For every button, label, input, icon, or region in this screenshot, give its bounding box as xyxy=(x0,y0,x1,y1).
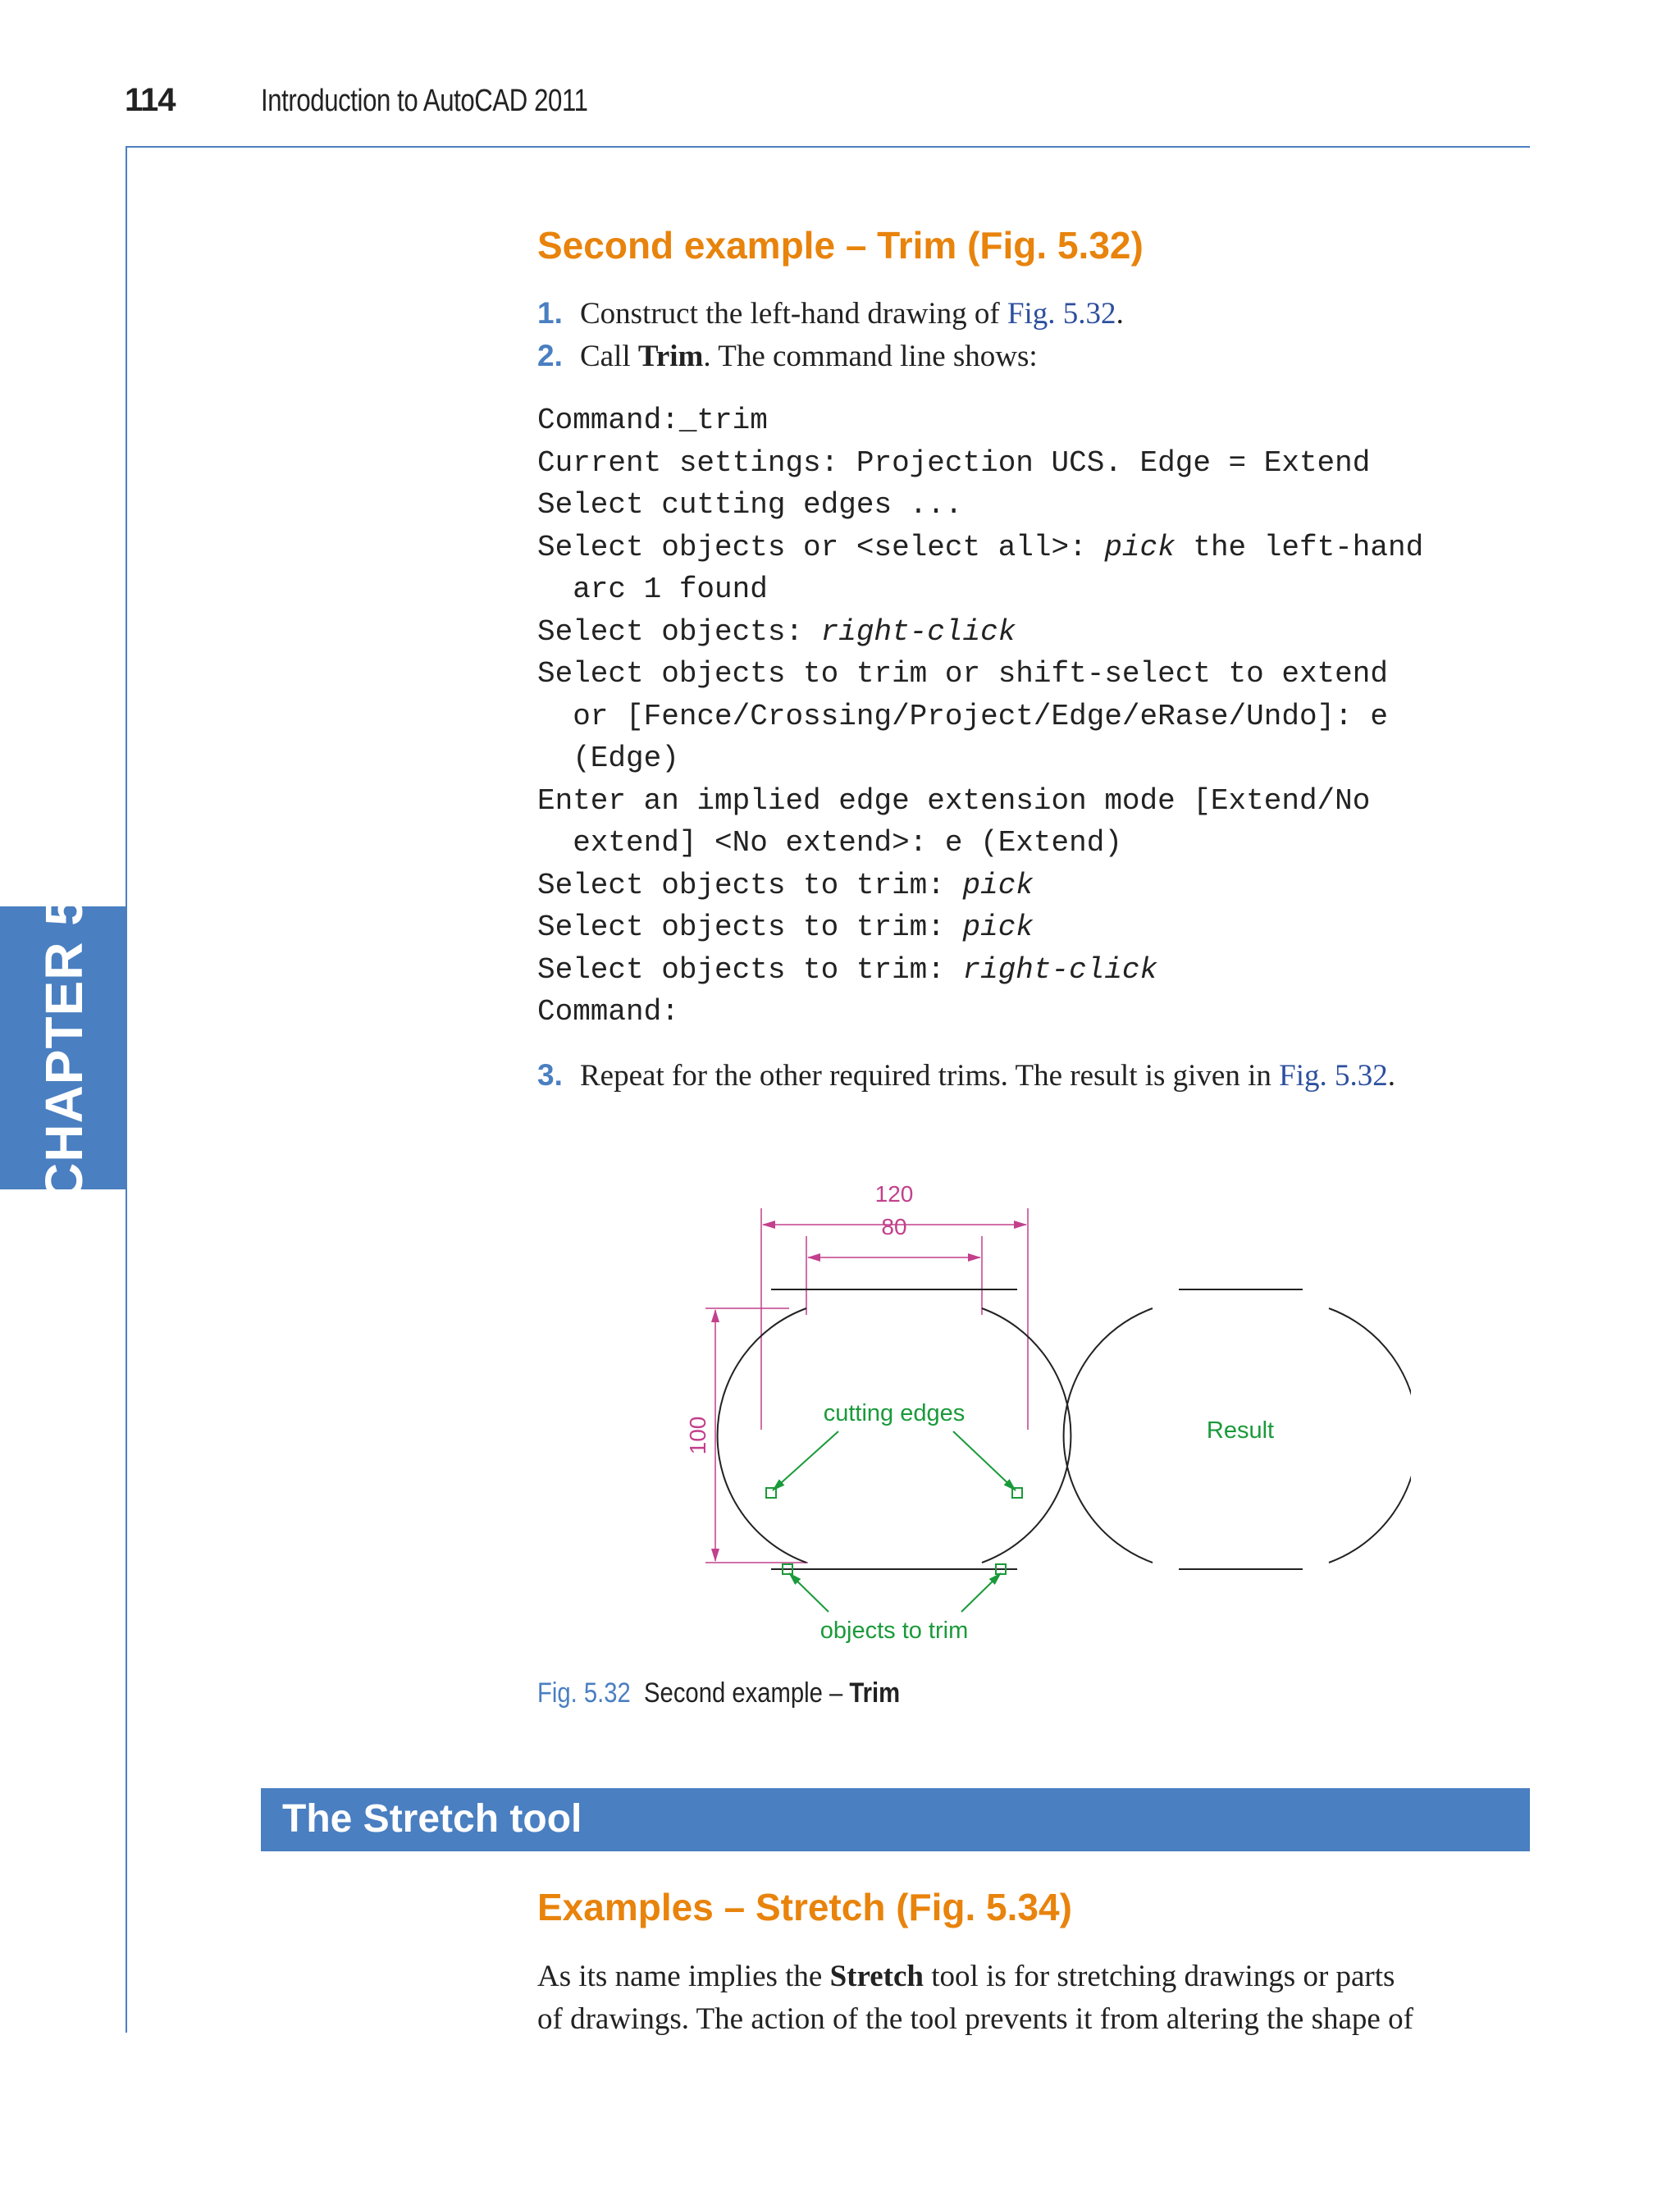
header-rule xyxy=(126,146,1530,148)
step-3 xyxy=(537,1054,1395,1098)
caption-text: Second example – xyxy=(644,1677,850,1709)
caption-bold: Trim xyxy=(849,1677,901,1709)
heading-prefix: Examples – xyxy=(537,1886,756,1928)
para-text: As its name implies the xyxy=(537,1960,830,1993)
command-line: Command:_trim xyxy=(537,404,768,437)
command-line: (Edge) xyxy=(537,742,679,775)
dimension-100 xyxy=(685,1308,808,1563)
para-bold: Stretch xyxy=(829,1960,924,1993)
left-drawing xyxy=(718,1289,1071,1644)
figure-reference-link[interactable]: Fig. 5.32 xyxy=(1279,1059,1388,1093)
step-text: Call xyxy=(580,340,638,373)
dimension-80-label: 80 xyxy=(881,1214,907,1239)
trim-drawing xyxy=(673,1177,1411,1653)
command-line: arc 1 found xyxy=(537,573,768,606)
dimension-100-label: 100 xyxy=(685,1416,710,1455)
command-line: Select objects to trim: pick xyxy=(537,868,1034,902)
figure-5-32 xyxy=(673,1177,1411,1657)
page-number: 114 xyxy=(125,82,176,118)
step-command-name: Trim xyxy=(637,340,704,373)
step-text: Construct the left-hand drawing of xyxy=(580,297,1007,331)
result-drawing xyxy=(1064,1289,1411,1569)
chapter-tab-label: CHAPTER 5 xyxy=(34,895,94,1201)
para-text: tool is for stretching drawings or parts xyxy=(924,1960,1395,1993)
figure-number: Fig. 5.32 xyxy=(537,1677,631,1709)
section-heading-trim: Second example – Trim (Fig. 5.32) xyxy=(537,224,1144,267)
command-line: Enter an implied edge extension mode [Extend/No xyxy=(537,783,1371,818)
heading-suffix: (Fig. 5.34) xyxy=(885,1886,1072,1928)
heading-bold: Stretch xyxy=(755,1886,886,1928)
command-line: Current settings: Projection UCS. Edge = Extend xyxy=(537,445,1371,480)
step-number: 2. xyxy=(537,339,563,372)
cutting-edges-label: cutting edges xyxy=(823,1400,966,1426)
dimension-80 xyxy=(806,1214,982,1315)
figure-caption xyxy=(537,1677,900,1709)
command-line: Select objects to trim or shift-select to extend xyxy=(537,657,1388,691)
step-text-end: . xyxy=(1116,297,1124,331)
section-band xyxy=(261,1788,1530,1851)
command-line: or [Fence/Crossing/Project/Edge/eRase/Undo]: e xyxy=(537,699,1388,733)
command-line: Select cutting edges ... xyxy=(537,488,963,522)
step-text-end: . The command line shows: xyxy=(703,340,1038,373)
stretch-paragraph-line-2: of drawings. The action of the tool prevents it from altering the shape of xyxy=(537,2002,1413,2036)
command-line: Select objects or <select all>: pick the left-hand xyxy=(537,530,1424,564)
right-arc xyxy=(982,1308,1071,1563)
stretch-paragraph-line-1 xyxy=(537,1956,1395,1998)
command-line: Select objects to trim: right-click xyxy=(537,952,1158,987)
dimension-120-label: 120 xyxy=(874,1181,914,1207)
step-number: 1. xyxy=(537,296,563,330)
step-text-end: . xyxy=(1387,1059,1395,1093)
command-line: Command: xyxy=(537,995,679,1029)
section-heading-stretch xyxy=(537,1885,1072,1929)
command-line-listing xyxy=(537,399,1423,1034)
command-line: Select objects: right-click xyxy=(537,614,1016,649)
left-arc xyxy=(718,1308,806,1563)
step-text: Repeat for the other required trims. The result is given in xyxy=(580,1059,1280,1093)
command-line: extend] <No extend>: e (Extend) xyxy=(537,826,1122,860)
result-label: Result xyxy=(1206,1417,1275,1444)
running-title: Introduction to AutoCAD 2011 xyxy=(261,84,588,118)
section-title: The Stretch tool xyxy=(282,1797,582,1841)
objects-to-trim-label: objects to trim xyxy=(819,1618,969,1644)
step-1 xyxy=(537,292,1124,335)
chapter-tab xyxy=(0,895,127,1201)
figure-reference-link[interactable]: Fig. 5.32 xyxy=(1007,297,1116,331)
command-line: Select objects to trim: pick xyxy=(537,910,1034,944)
step-number: 3. xyxy=(537,1058,563,1092)
step-2 xyxy=(537,335,1038,378)
